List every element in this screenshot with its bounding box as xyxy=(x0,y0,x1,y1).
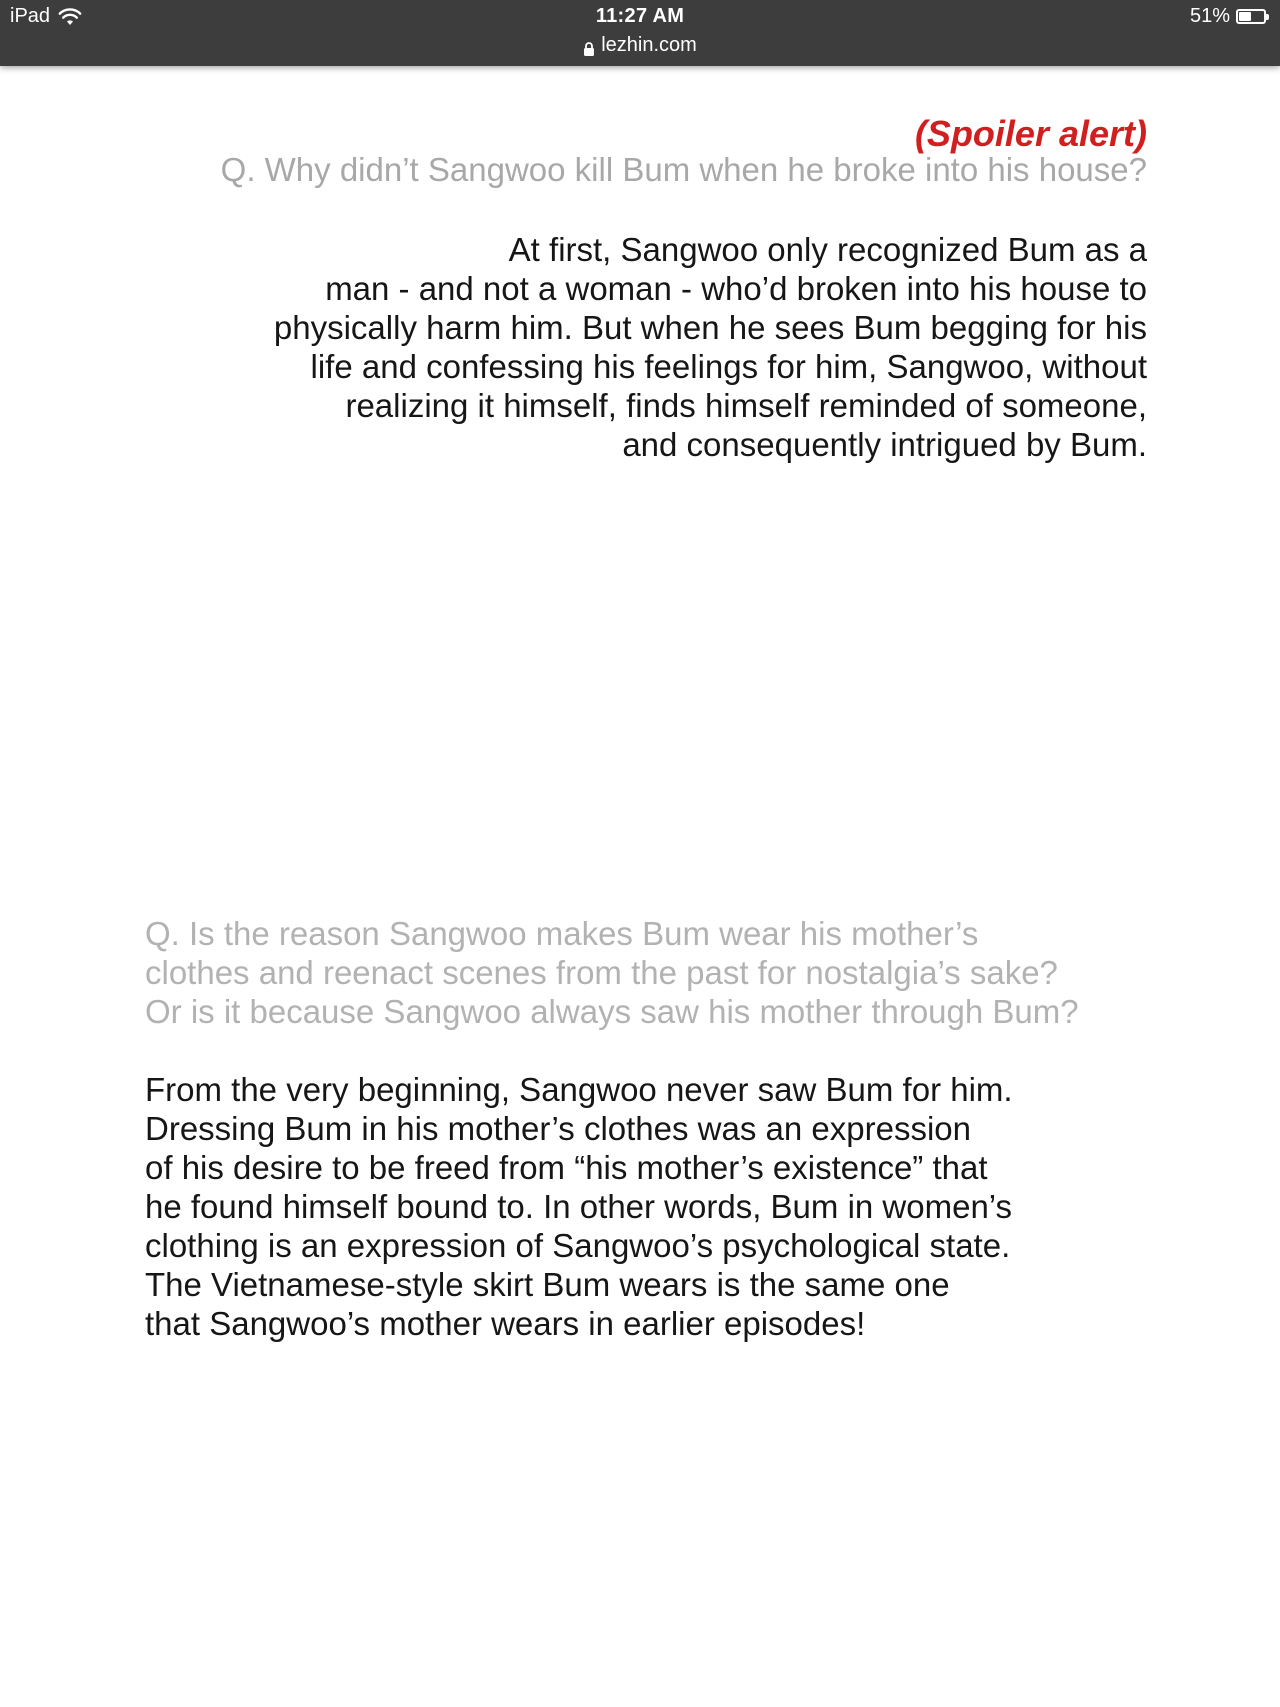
status-bar xyxy=(0,0,1280,66)
battery-percent: 51% xyxy=(1189,5,1230,27)
answer-2-line: clothing is an expression of Sangwoo’s psychological state. xyxy=(145,1227,1011,1264)
answer-2-line: Dressing Bum in his mother’s clothes was an expression xyxy=(145,1110,971,1147)
url-text: lezhin.com xyxy=(601,34,697,56)
answer-1 xyxy=(200,230,1147,464)
status-right xyxy=(1190,5,1266,28)
question-2-line: Q. Is the reason Sangwoo makes Bum wear his mother’s xyxy=(145,915,979,952)
answer-1-line: man - and not a woman - who’d broken into his house to xyxy=(325,270,1147,307)
device-label: iPad xyxy=(10,5,51,27)
question-2-line: Or is it because Sangwoo always saw his mother through Bum? xyxy=(145,993,1079,1030)
battery-fill xyxy=(1239,12,1251,21)
answer-1-line: life and confessing his feelings for him, Sangwoo, without xyxy=(310,348,1147,385)
answer-1-line: and consequently intrigued by Bum. xyxy=(622,426,1147,463)
answer-2 xyxy=(145,1070,1145,1343)
question-2 xyxy=(145,914,1165,1031)
answer-2-line: From the very beginning, Sangwoo never saw Bum for him. xyxy=(145,1071,1013,1108)
answer-1-line: realizing it himself, finds himself reminded of someone, xyxy=(345,387,1147,424)
clock: 11:27 AM xyxy=(595,5,685,27)
status-center xyxy=(0,5,1280,57)
address-bar[interactable] xyxy=(0,34,1280,57)
answer-1-line: physically harm him. But when he sees Bum begging for his xyxy=(273,309,1147,346)
answer-2-line: of his desire to be freed from “his mother’s existence” that xyxy=(145,1149,988,1186)
question-1: Q. Why didn’t Sangwoo kill Bum when he broke into his house? xyxy=(220,151,1147,188)
battery-icon xyxy=(1236,9,1266,24)
question-2-line: clothes and reenact scenes from the past for nostalgia’s sake? xyxy=(145,954,1058,991)
answer-2-line: that Sangwoo’s mother wears in earlier episodes! xyxy=(145,1305,866,1342)
lock-icon xyxy=(583,39,595,53)
answer-2-line: he found himself bound to. In other words, Bum in women’s xyxy=(145,1188,1013,1225)
battery-tip xyxy=(1266,14,1269,20)
spoiler-alert: (Spoiler alert) xyxy=(914,113,1147,154)
answer-2-line: The Vietnamese-style skirt Bum wears is the same one xyxy=(145,1266,950,1303)
answer-1-line: At first, Sangwoo only recognized Bum as a xyxy=(508,231,1147,268)
